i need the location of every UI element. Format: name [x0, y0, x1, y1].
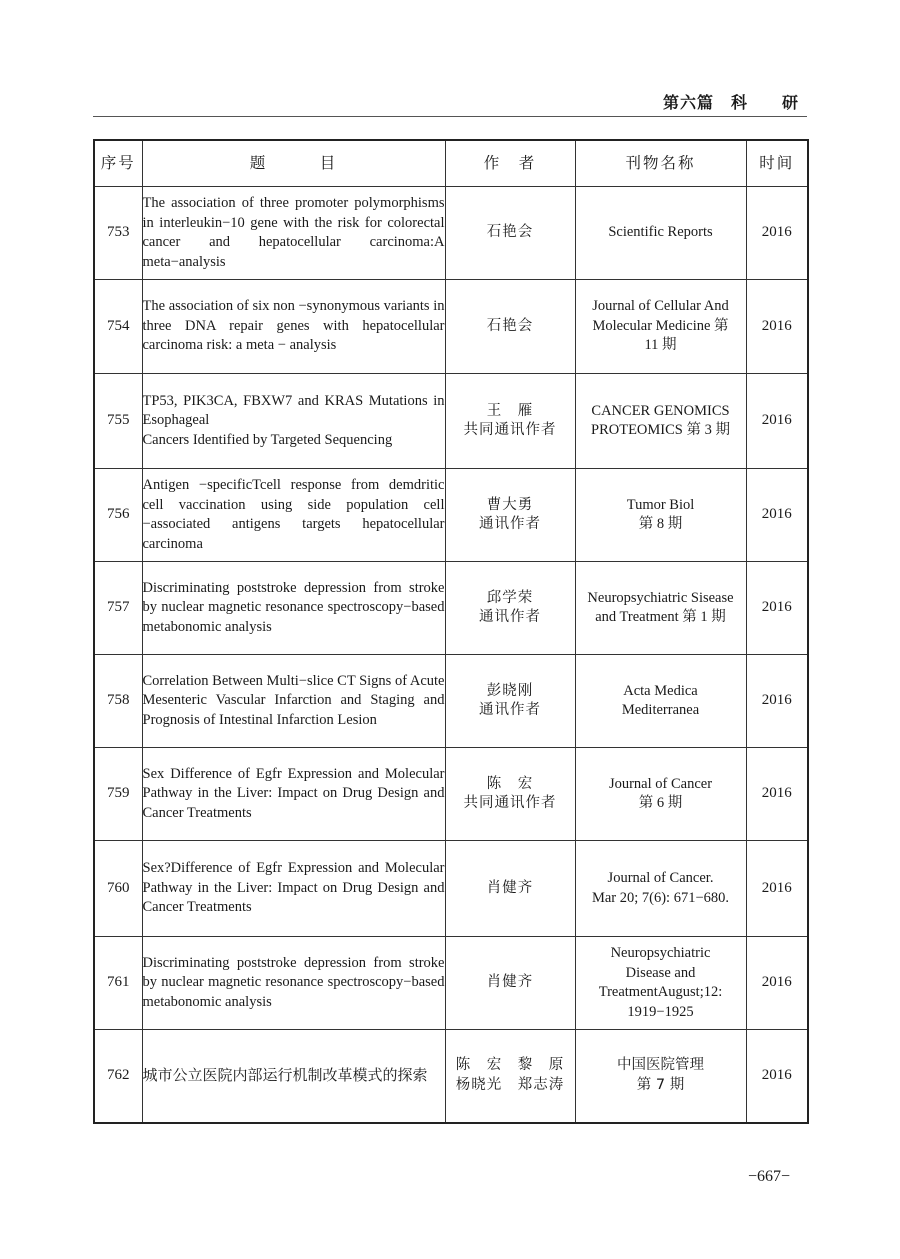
row-journal: Tumor Biol 第 8 期: [575, 469, 746, 562]
row-number: 761: [94, 937, 142, 1030]
section-title: 第六篇 科 研: [662, 93, 799, 112]
row-author: 王 雁 共同通讯作者: [445, 374, 575, 469]
row-title-text: The association of three promoter polymorphisms in interleukin−10 gene with the risk for colorectal cancer and hepatocellular carcinoma:A meta−analysis: [142, 195, 445, 270]
row-number: 753: [94, 187, 142, 280]
row-title: [142, 280, 445, 374]
row-journal: CANCER GENOMICS PROTEOMICS 第 3 期: [575, 374, 746, 469]
row-number: 757: [94, 562, 142, 655]
row-title: [142, 469, 445, 562]
column-header-title: 题 目: [142, 140, 445, 187]
row-number: 759: [94, 748, 142, 841]
row-number: 760: [94, 841, 142, 937]
row-author: 陈 宏 黎 原 杨晓光 郑志涛: [445, 1030, 575, 1123]
table-row: [94, 748, 808, 841]
table-row: [94, 655, 808, 748]
page-number: −667−: [748, 1168, 791, 1185]
row-number: 758: [94, 655, 142, 748]
row-title: [142, 655, 445, 748]
row-journal: Journal of Cancer 第 6 期: [575, 748, 746, 841]
row-year: 2016: [746, 374, 808, 469]
row-author: 肖健齐: [445, 937, 575, 1030]
row-year: 2016: [746, 469, 808, 562]
row-year: 2016: [746, 187, 808, 280]
row-title-text: Sex Difference of Egfr Expression and Molecular Pathway in the Liver: Impact on Drug Design and Cancer Treatments: [142, 765, 445, 821]
row-title: [142, 562, 445, 655]
row-number: 754: [94, 280, 142, 374]
row-journal: Journal of Cellular And Molecular Medicine 第 11 期: [575, 280, 746, 374]
row-number: 755: [94, 374, 142, 469]
row-number: 756: [94, 469, 142, 562]
row-title: [142, 841, 445, 937]
column-header-journal: 刊物名称: [575, 140, 746, 187]
row-author: 邱学荣 通讯作者: [445, 562, 575, 655]
table-row: [94, 280, 808, 374]
table-row: [94, 187, 808, 280]
row-author: 陈 宏 共同通讯作者: [445, 748, 575, 841]
table-row: [94, 1030, 808, 1123]
column-header-number: 序号: [94, 140, 142, 187]
row-year: 2016: [746, 1030, 808, 1123]
row-title: [142, 374, 445, 469]
row-author: 曹大勇 通讯作者: [445, 469, 575, 562]
row-title-text: The association of six non −synonymous variants in three DNA repair genes with hepatocellular carcinoma risk: a meta − analysis: [142, 298, 445, 354]
publications-table: [93, 139, 809, 1124]
row-title: [142, 187, 445, 280]
table-row: [94, 374, 808, 469]
row-number: 762: [94, 1030, 142, 1123]
row-year: 2016: [746, 748, 808, 841]
table-row: [94, 937, 808, 1030]
row-journal: Scientific Reports: [575, 187, 746, 280]
row-year: 2016: [746, 655, 808, 748]
row-title: [142, 748, 445, 841]
row-title-text: Sex?Difference of Egfr Expression and Molecular Pathway in the Liver: Impact on Drug Design and Cancer Treatments: [142, 860, 445, 916]
row-journal: Neuropsychiatric Sisease and Treatment 第 1 期: [575, 562, 746, 655]
running-header: [93, 88, 807, 117]
row-title-text: Discriminating poststroke depression from stroke by nuclear magnetic resonance spectroscopy−based metabonomic analysis: [142, 954, 445, 1010]
row-journal: Neuropsychiatric Disease and TreatmentAugust;12: 1919−1925: [575, 937, 746, 1030]
row-author: 石艳会: [445, 280, 575, 374]
row-year: 2016: [746, 562, 808, 655]
row-author: 肖健齐: [445, 841, 575, 937]
column-header-year: 时间: [746, 140, 808, 187]
table-header-row: [94, 140, 808, 187]
row-journal: Acta Medica Mediterranea: [575, 655, 746, 748]
table-row: [94, 841, 808, 937]
row-title-text: 城市公立医院内部运行机制改革模式的探索: [142, 1066, 428, 1084]
table-row: [94, 469, 808, 562]
row-title: [142, 1030, 445, 1123]
row-title-text: Discriminating poststroke depression from stroke by nuclear magnetic resonance spectroscopy−based metabonomic analysis: [142, 579, 445, 635]
row-author: 石艳会: [445, 187, 575, 280]
row-year: 2016: [746, 937, 808, 1030]
row-title-text: TP53, PIK3CA, FBXW7 and KRAS Mutations in Esophageal Cancers Identified by Targeted Sequencing: [142, 392, 445, 448]
row-journal: 中国医院管理 第 7 期: [575, 1030, 746, 1123]
row-title-text: Correlation Between Multi−slice CT Signs of Acute Mesenteric Vascular Infarction and Staging and Prognosis of Intestinal Infarction Lesion: [142, 672, 445, 728]
row-title: [142, 937, 445, 1030]
row-author: 彭晓刚 通讯作者: [445, 655, 575, 748]
row-year: 2016: [746, 280, 808, 374]
row-journal: Journal of Cancer. Mar 20; 7(6): 671−680.: [575, 841, 746, 937]
column-header-author: 作 者: [445, 140, 575, 187]
row-title-text: Antigen −specificTcell response from demdritic cell vaccination using side population cell −associated antigens targets hepatocellular carcinoma: [142, 477, 445, 552]
row-year: 2016: [746, 841, 808, 937]
table-row: [94, 562, 808, 655]
